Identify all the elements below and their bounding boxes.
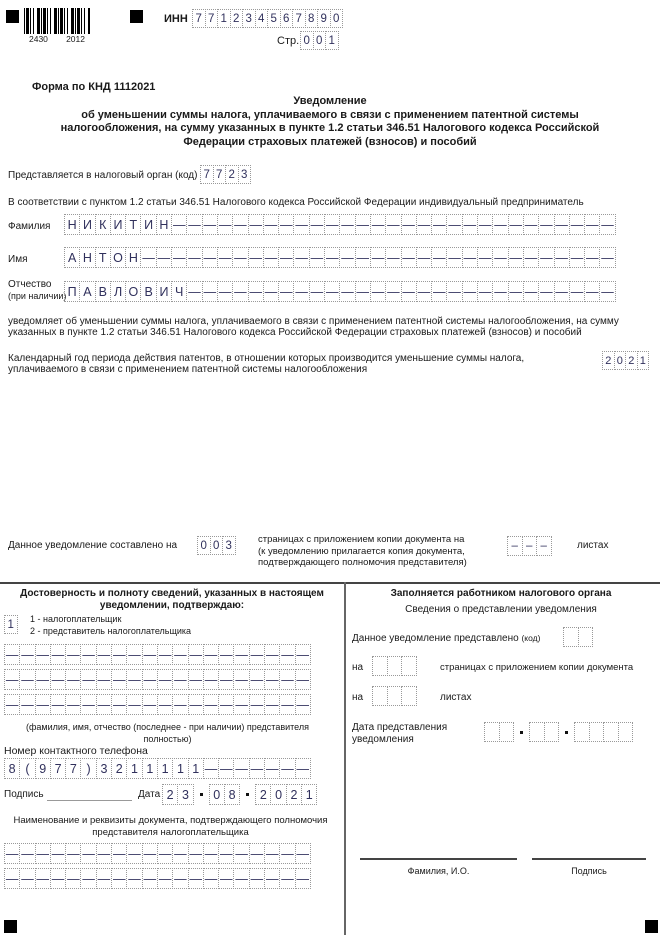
section-divider-vertical — [344, 582, 346, 935]
section-divider-horizontal — [0, 582, 660, 584]
right-sheets-field[interactable] — [372, 686, 417, 706]
official-name-line[interactable] — [360, 858, 517, 860]
representative-name-row-3[interactable]: — — — — — — — — — — — — — — — — — — — — — [4, 694, 311, 715]
sheets-label: листах — [577, 540, 609, 551]
tax-authority-label: Представляется в налоговый орган (код) — [8, 170, 198, 181]
signer-option-1: 1 - налогоплательщик — [30, 614, 122, 624]
right-sheets-label: листах — [440, 692, 472, 703]
date-dot-2 — [246, 793, 249, 796]
patronymic-label: Отчество (при наличии) — [8, 279, 67, 301]
knd-form-code: Форма по КНД 1112021 — [32, 81, 156, 93]
sheets-count-field[interactable]: – – – — [507, 536, 552, 556]
submitted-label: Данное уведомление представлено (код) — [352, 633, 541, 644]
signer-option-2: 2 - представитель налогоплательщика — [30, 625, 192, 636]
surname-field[interactable]: Н И К И Т И Н — — — — — — — — — — — — — — — — — — — — — — — — — — — — — — [64, 214, 616, 235]
firstname-label: Имя — [8, 254, 28, 265]
document-credentials-note: Наименование и реквизиты документа, подтверждающего полномочия представителя налогоплательщика — [13, 815, 328, 838]
phone-field[interactable]: 8 ( 9 7 7 ) 3 2 1 1 1 1 1 — — — — — — — — [4, 758, 311, 779]
barcode — [24, 8, 90, 44]
barcode-number-right: 2012 — [66, 34, 85, 44]
form-title-rest: об уменьшении суммы налога, уплачиваемого в связи с применением патентной системы налогообложения, на сумму указанных в пункте 1.2 статьи 346.51 Налогового кодекса Российской Федерации страховых платежей (взносов) и пособий — [60, 108, 600, 148]
notify-text: уведомляет об уменьшении суммы налога, уплачиваемого в связи с применением патентной системы налогообложения, на сумму указанных в пункте 1.2 статьи 346.51 Налогового кодекса Российской Федерации страховых платежей (взносов) и пособий — [8, 316, 619, 338]
na-label-1: на — [352, 662, 364, 673]
signer-options — [30, 614, 191, 637]
submission-date-day[interactable] — [484, 722, 514, 742]
inn-label: ИНН — [164, 13, 188, 25]
signature-line-left[interactable] — [47, 800, 132, 801]
representative-name-note: (фамилия, имя, отчество (последнее - при наличии) представителя полностью) — [26, 722, 309, 744]
date-dot-1 — [200, 793, 203, 796]
form-title-line1: Уведомление — [293, 95, 367, 107]
submission-date-dot-2 — [565, 731, 568, 734]
right-pages-text: страницах с приложением копии документа — [440, 662, 634, 673]
barcode-number-left: 2430 — [29, 34, 48, 44]
tax-authority-code-field[interactable]: 7 7 2 3 — [200, 165, 251, 184]
date-field-left[interactable] — [162, 784, 317, 805]
representative-name-row-1[interactable]: — — — — — — — — — — — — — — — — — — — — — [4, 644, 311, 665]
na-label-2: на — [352, 692, 364, 703]
date-label-left: Дата — [138, 789, 161, 800]
pages-count-field[interactable]: 0 0 3 — [197, 536, 236, 555]
page-number-field[interactable]: 0 0 1 — [300, 31, 339, 50]
pages-count-label: Данное уведомление составлено на — [8, 540, 178, 551]
page-number-label: Стр. — [277, 35, 300, 47]
registration-square-top-left — [6, 10, 19, 23]
submitted-code-label: (код) — [521, 633, 541, 643]
form-title — [30, 95, 630, 149]
date-month-field[interactable]: 0 8 — [209, 784, 241, 805]
signer-type-field[interactable]: 1 — [4, 615, 18, 634]
inn-field[interactable]: 7 7 1 2 3 4 5 6 7 8 9 0 — [192, 9, 343, 28]
document-credentials-row-2[interactable]: — — — — — — — — — — — — — — — — — — — — — [4, 868, 311, 889]
document-credentials-row-1[interactable]: — — — — — — — — — — — — — — — — — — — — — [4, 843, 311, 864]
calendar-year-label: Календарный год периода действия патентов, в отношении которых производится уменьшение суммы налога, уплачиваемого в связи с применением патентной системы налогообложения — [8, 353, 525, 375]
representative-name-row-2[interactable]: — — — — — — — — — — — — — — — — — — — — — [4, 669, 311, 690]
submission-date-month[interactable] — [529, 722, 559, 742]
patronymic-field[interactable]: П А В Л О В И Ч — — — — — — — — — — — — — — — — — — — — — — — — — — — — — [64, 281, 616, 302]
submission-date-field[interactable] — [484, 722, 633, 742]
official-signature-label: Подпись — [571, 866, 607, 876]
official-name-label: Фамилия, И.О. — [407, 866, 470, 876]
barcode-bars — [24, 8, 90, 34]
registration-square-bottom-left — [4, 920, 17, 933]
intro-text: В соответствии с пунктом 1.2 статьи 346.51 Налогового кодекса Российской Федерации индивидуальный предприниматель — [8, 197, 584, 208]
submitted-code-field[interactable] — [563, 627, 593, 647]
surname-label: Фамилия — [8, 221, 51, 232]
calendar-year-field[interactable]: 2 0 2 1 — [602, 351, 649, 370]
registration-square-top-mid — [130, 10, 143, 23]
registration-square-bottom-right — [645, 920, 658, 933]
pages-suffix-text: страницах с приложением копии документа на (к уведомлению прилагается копия документа, подтверждающего полномочия представителя) — [258, 534, 467, 568]
submission-date-label: Дата представления уведомления — [352, 722, 448, 745]
official-signature-line[interactable] — [532, 858, 646, 860]
submission-date-year[interactable] — [574, 722, 633, 742]
signature-label-left: Подпись — [4, 789, 44, 800]
date-year-field[interactable]: 2 0 2 1 — [255, 784, 317, 805]
left-section-title: Достоверность и полноту сведений, указанных в настоящем уведомлении, подтверждаю: — [20, 588, 324, 611]
submission-date-dot-1 — [520, 731, 523, 734]
phone-label: Номер контактного телефона — [4, 745, 148, 757]
firstname-field[interactable]: А Н Т О Н — — — — — — — — — — — — — — — — — — — — — — — — — — — — — — — — [64, 247, 616, 268]
right-section-title: Заполняется работником налогового органа — [390, 588, 612, 599]
date-day-field[interactable]: 2 3 — [162, 784, 194, 805]
right-section-subtitle: Сведения о представлении уведомления — [405, 604, 597, 615]
right-pages-field[interactable] — [372, 656, 417, 676]
